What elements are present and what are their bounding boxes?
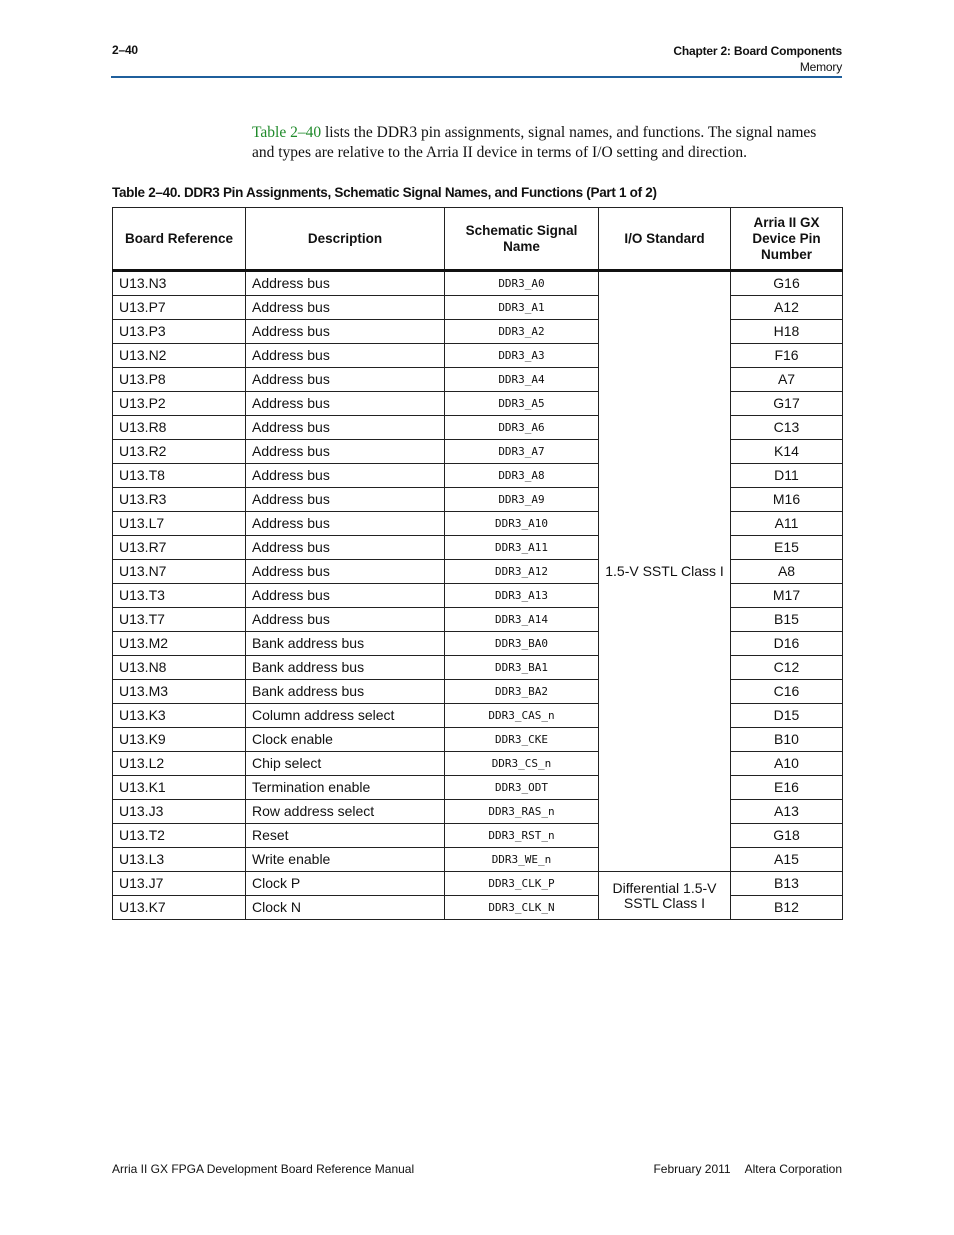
- signal-name-cell: DDR3_A14: [445, 608, 599, 632]
- board-reference-cell: U13.K9: [113, 728, 246, 752]
- signal-name-cell: DDR3_A13: [445, 584, 599, 608]
- chapter-title: Chapter 2: Board Components: [673, 44, 842, 58]
- table-row: [113, 872, 843, 896]
- table-row: [113, 656, 843, 680]
- table-row: [113, 560, 843, 584]
- description-cell: Clock N: [246, 896, 445, 920]
- description-cell: Address bus: [246, 560, 445, 584]
- board-reference-cell: U13.P2: [113, 392, 246, 416]
- description-cell: Bank address bus: [246, 680, 445, 704]
- pin-number-cell: M16: [731, 488, 843, 512]
- description-cell: Address bus: [246, 512, 445, 536]
- signal-name-cell: DDR3_RAS_n: [445, 800, 599, 824]
- pin-assignment-table: [112, 207, 843, 920]
- description-cell: Address bus: [246, 536, 445, 560]
- description-cell: Address bus: [246, 416, 445, 440]
- pin-number-cell: K14: [731, 440, 843, 464]
- signal-name-cell: DDR3_A0: [445, 271, 599, 296]
- running-header: [673, 43, 842, 75]
- pin-number-cell: D15: [731, 704, 843, 728]
- table-row: [113, 488, 843, 512]
- table-header-row: [113, 208, 843, 271]
- signal-name-cell: DDR3_A10: [445, 512, 599, 536]
- intro-paragraph: [252, 123, 832, 163]
- pin-number-cell: D11: [731, 464, 843, 488]
- description-cell: Address bus: [246, 608, 445, 632]
- footer-info: [639, 1162, 842, 1176]
- board-reference-cell: U13.K7: [113, 896, 246, 920]
- table-row: [113, 704, 843, 728]
- signal-name-cell: DDR3_CAS_n: [445, 704, 599, 728]
- table-row: [113, 824, 843, 848]
- table-row: [113, 776, 843, 800]
- board-reference-cell: U13.R7: [113, 536, 246, 560]
- pin-number-cell: A11: [731, 512, 843, 536]
- signal-name-cell: DDR3_A9: [445, 488, 599, 512]
- board-reference-cell: U13.L3: [113, 848, 246, 872]
- pin-number-cell: E16: [731, 776, 843, 800]
- description-cell: Address bus: [246, 464, 445, 488]
- signal-name-cell: DDR3_WE_n: [445, 848, 599, 872]
- board-reference-cell: U13.M3: [113, 680, 246, 704]
- description-cell: Clock P: [246, 872, 445, 896]
- description-cell: Address bus: [246, 344, 445, 368]
- description-cell: Termination enable: [246, 776, 445, 800]
- pin-number-cell: M17: [731, 584, 843, 608]
- pin-number-cell: G18: [731, 824, 843, 848]
- description-cell: Clock enable: [246, 728, 445, 752]
- board-reference-cell: U13.T3: [113, 584, 246, 608]
- table-body: [113, 271, 843, 920]
- pin-number-cell: B15: [731, 608, 843, 632]
- table-row: [113, 271, 843, 296]
- signal-name-cell: DDR3_A5: [445, 392, 599, 416]
- board-reference-cell: U13.N8: [113, 656, 246, 680]
- description-cell: Address bus: [246, 488, 445, 512]
- board-reference-cell: U13.R2: [113, 440, 246, 464]
- board-reference-cell: U13.T8: [113, 464, 246, 488]
- column-header-io-standard: I/O Standard: [599, 208, 731, 271]
- description-cell: Write enable: [246, 848, 445, 872]
- pin-number-cell: B12: [731, 896, 843, 920]
- board-reference-cell: U13.P8: [113, 368, 246, 392]
- description-cell: Bank address bus: [246, 656, 445, 680]
- signal-name-cell: DDR3_CS_n: [445, 752, 599, 776]
- board-reference-cell: U13.P3: [113, 320, 246, 344]
- pin-number-cell: G17: [731, 392, 843, 416]
- board-reference-cell: U13.N7: [113, 560, 246, 584]
- pin-number-cell: C16: [731, 680, 843, 704]
- signal-name-cell: DDR3_CKE: [445, 728, 599, 752]
- description-cell: Address bus: [246, 271, 445, 296]
- pin-number-cell: D16: [731, 632, 843, 656]
- table-row: [113, 632, 843, 656]
- description-cell: Bank address bus: [246, 632, 445, 656]
- table-row: [113, 728, 843, 752]
- header-rule: [111, 76, 842, 78]
- column-header-pin-number: Arria II GX Device Pin Number: [731, 208, 843, 271]
- pin-number-cell: C13: [731, 416, 843, 440]
- signal-name-cell: DDR3_RST_n: [445, 824, 599, 848]
- signal-name-cell: DDR3_A7: [445, 440, 599, 464]
- board-reference-cell: U13.J7: [113, 872, 246, 896]
- footer-date: February 2011: [653, 1162, 731, 1176]
- table-row: [113, 680, 843, 704]
- signal-name-cell: DDR3_CLK_P: [445, 872, 599, 896]
- footer-manual-title: Arria II GX FPGA Development Board Reference Manual: [112, 1162, 415, 1176]
- board-reference-cell: U13.P7: [113, 296, 246, 320]
- description-cell: Chip select: [246, 752, 445, 776]
- board-reference-cell: U13.K3: [113, 704, 246, 728]
- description-cell: Address bus: [246, 296, 445, 320]
- pin-number-cell: A7: [731, 368, 843, 392]
- table-row: [113, 800, 843, 824]
- table-row: [113, 512, 843, 536]
- board-reference-cell: U13.K1: [113, 776, 246, 800]
- table-row: [113, 344, 843, 368]
- pin-number-cell: G16: [731, 271, 843, 296]
- board-reference-cell: U13.R3: [113, 488, 246, 512]
- signal-name-cell: DDR3_A11: [445, 536, 599, 560]
- signal-name-cell: DDR3_A8: [445, 464, 599, 488]
- board-reference-cell: U13.N3: [113, 271, 246, 296]
- section-title: Memory: [799, 60, 842, 74]
- pin-number-cell: H18: [731, 320, 843, 344]
- description-cell: Row address select: [246, 800, 445, 824]
- pin-number-cell: A8: [731, 560, 843, 584]
- signal-name-cell: DDR3_ODT: [445, 776, 599, 800]
- description-cell: Reset: [246, 824, 445, 848]
- table-row: [113, 368, 843, 392]
- board-reference-cell: U13.M2: [113, 632, 246, 656]
- io-standard-cell: 1.5-V SSTL Class I: [599, 271, 731, 872]
- board-reference-cell: U13.R8: [113, 416, 246, 440]
- board-reference-cell: U13.L7: [113, 512, 246, 536]
- table-row: [113, 296, 843, 320]
- table-row: [113, 392, 843, 416]
- pin-number-cell: B10: [731, 728, 843, 752]
- board-reference-cell: U13.N2: [113, 344, 246, 368]
- table-row: [113, 464, 843, 488]
- signal-name-cell: DDR3_BA1: [445, 656, 599, 680]
- table-row: [113, 536, 843, 560]
- board-reference-cell: U13.J3: [113, 800, 246, 824]
- signal-name-cell: DDR3_BA0: [445, 632, 599, 656]
- table-row: [113, 320, 843, 344]
- table-row: [113, 848, 843, 872]
- description-cell: Address bus: [246, 392, 445, 416]
- description-cell: Address bus: [246, 440, 445, 464]
- description-cell: Address bus: [246, 320, 445, 344]
- pin-number-cell: A13: [731, 800, 843, 824]
- pin-number-cell: F16: [731, 344, 843, 368]
- intro-text: lists the DDR3 pin assignments, signal names, and functions. The signal names and types are relative to the Arria II device in terms of I/O setting and direction.: [252, 123, 817, 161]
- board-reference-cell: U13.L2: [113, 752, 246, 776]
- column-header-description: Description: [246, 208, 445, 271]
- column-header-board-reference: Board Reference: [113, 208, 246, 271]
- table-row: [113, 752, 843, 776]
- board-reference-cell: U13.T7: [113, 608, 246, 632]
- pin-number-cell: A12: [731, 296, 843, 320]
- footer-company: Altera Corporation: [744, 1162, 842, 1176]
- table-row: [113, 440, 843, 464]
- signal-name-cell: DDR3_A4: [445, 368, 599, 392]
- pin-number-cell: B13: [731, 872, 843, 896]
- signal-name-cell: DDR3_A6: [445, 416, 599, 440]
- table-row: [113, 896, 843, 920]
- io-standard-cell: Differential 1.5-V SSTL Class I: [599, 872, 731, 920]
- page-number: 2–40: [112, 43, 138, 57]
- pin-number-cell: C12: [731, 656, 843, 680]
- description-cell: Address bus: [246, 584, 445, 608]
- signal-name-cell: DDR3_A2: [445, 320, 599, 344]
- board-reference-cell: U13.T2: [113, 824, 246, 848]
- pin-number-cell: E15: [731, 536, 843, 560]
- table-cross-reference-link[interactable]: Table 2–40: [252, 123, 322, 141]
- table-caption: Table 2–40. DDR3 Pin Assignments, Schematic Signal Names, and Functions (Part 1 of 2): [112, 185, 657, 200]
- description-cell: Column address select: [246, 704, 445, 728]
- table-row: [113, 584, 843, 608]
- signal-name-cell: DDR3_A1: [445, 296, 599, 320]
- signal-name-cell: DDR3_A12: [445, 560, 599, 584]
- table-row: [113, 608, 843, 632]
- signal-name-cell: DDR3_BA2: [445, 680, 599, 704]
- column-header-signal-name: Schematic Signal Name: [445, 208, 599, 271]
- description-cell: Address bus: [246, 368, 445, 392]
- table-row: [113, 416, 843, 440]
- pin-number-cell: A10: [731, 752, 843, 776]
- pin-number-cell: A15: [731, 848, 843, 872]
- signal-name-cell: DDR3_CLK_N: [445, 896, 599, 920]
- signal-name-cell: DDR3_A3: [445, 344, 599, 368]
